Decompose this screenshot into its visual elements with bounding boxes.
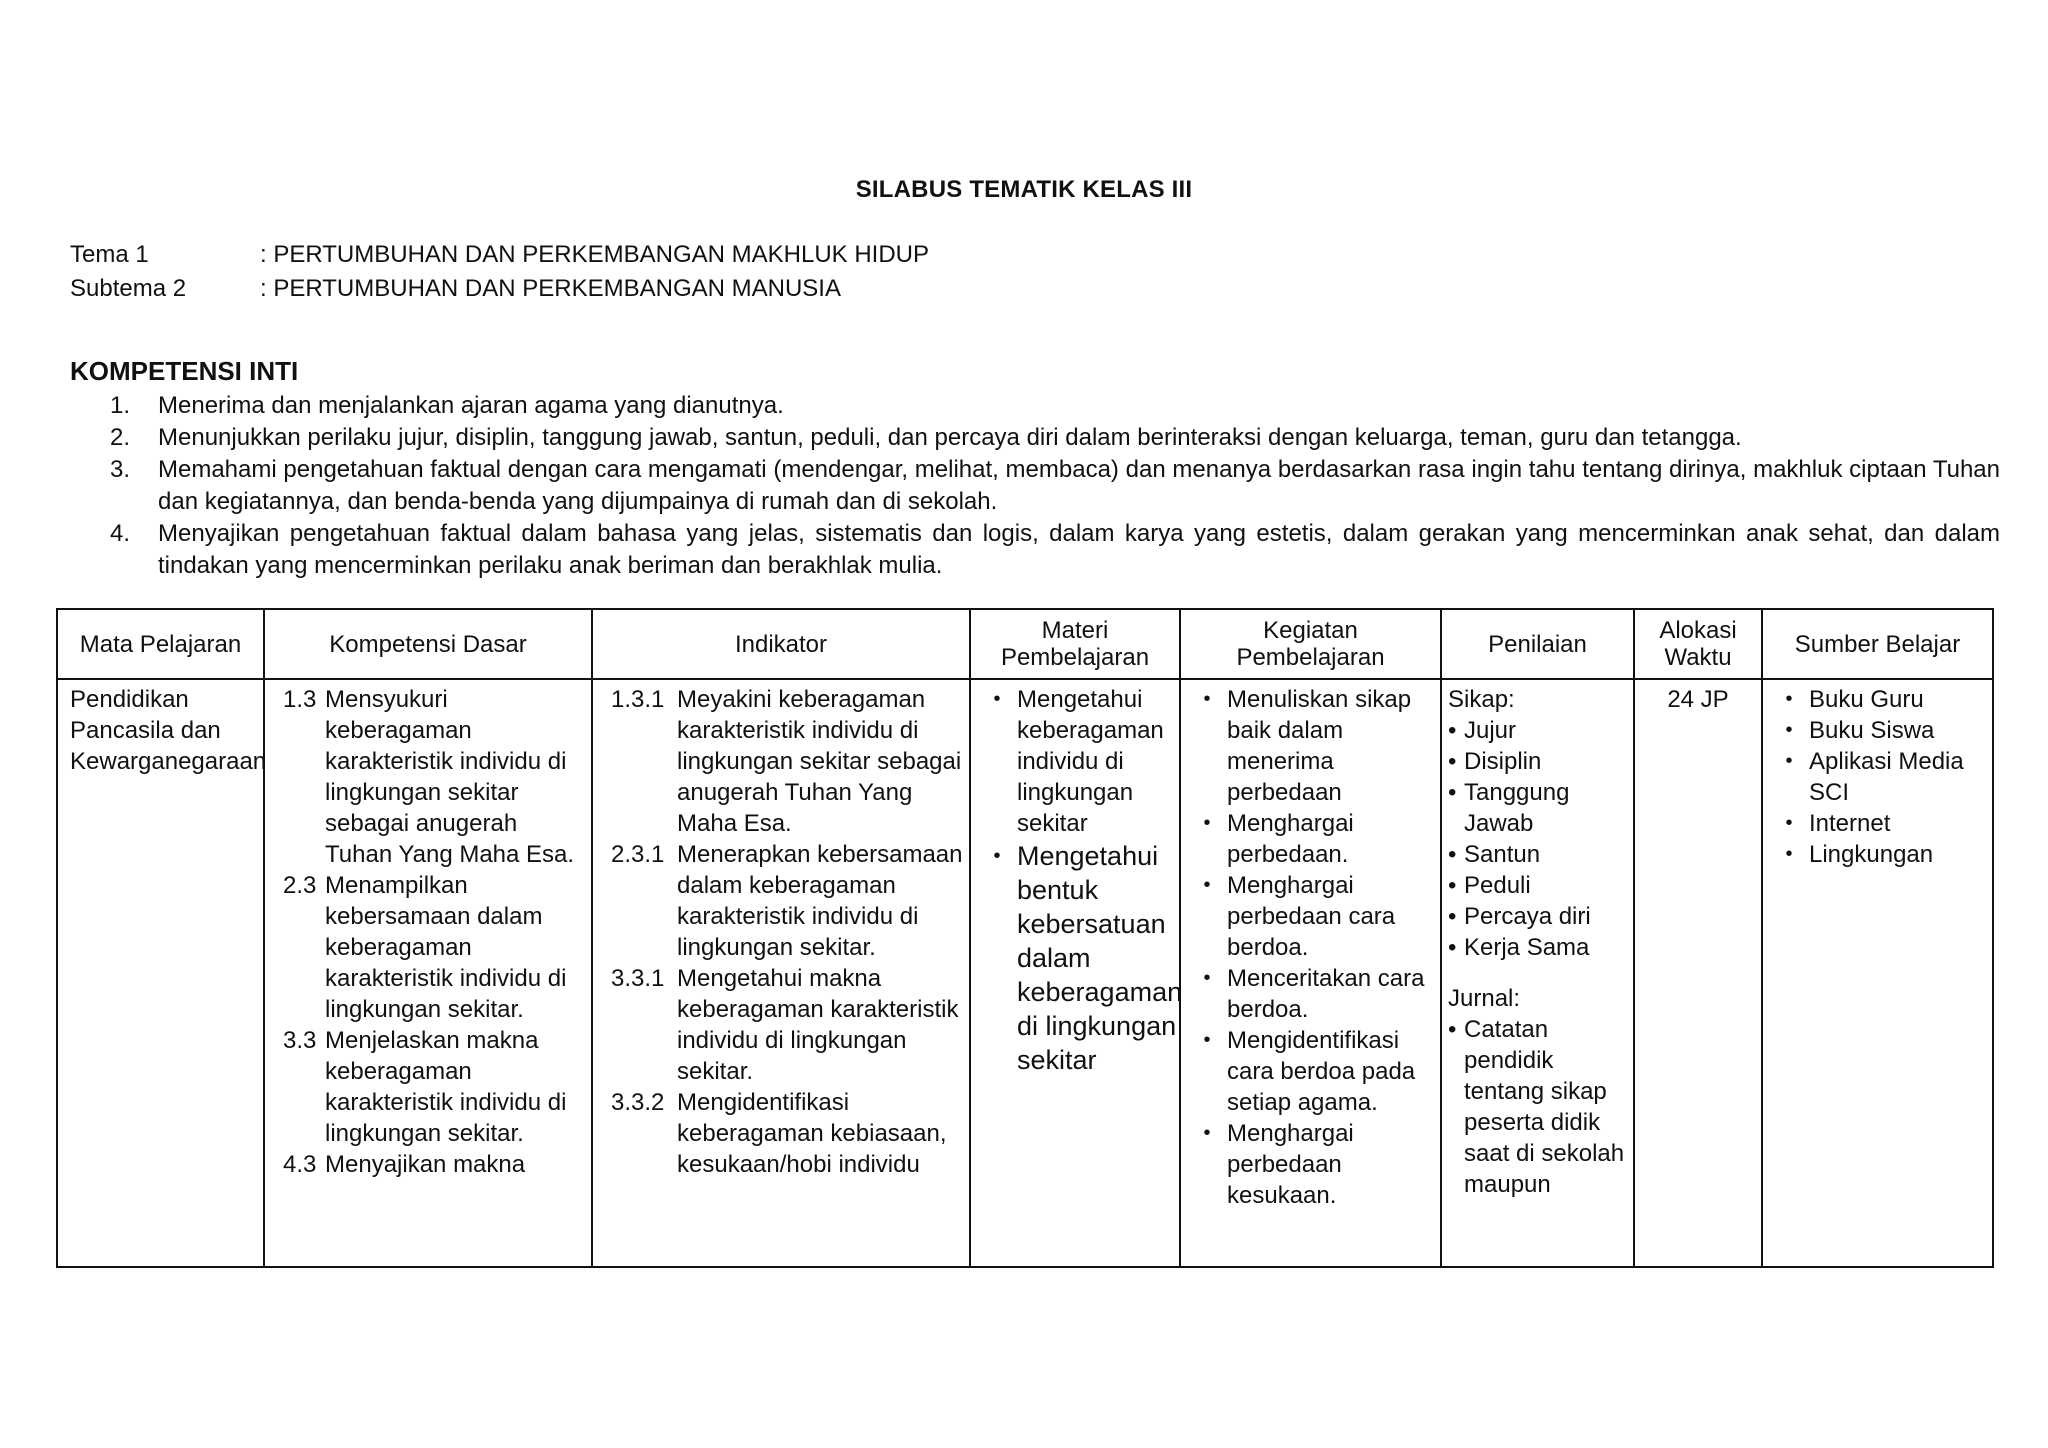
theme-value: : PERTUMBUHAN DAN PERKEMBANGAN MAKHLUK HIDUP [260,241,929,268]
bullet-icon: • [1448,1016,1457,1043]
syllabus-table [56,608,1994,1268]
bullet-icon: • [1785,812,1793,834]
bullet-icon: • [1448,903,1457,930]
table-header-row [57,609,1993,679]
list-item [1187,1025,1434,1118]
kd-item [271,1025,585,1149]
core-competence-item [110,390,2000,422]
core-competence-item [110,454,2000,518]
sumber-text: Buku Siswa [1809,717,1935,744]
item-text: Menerima dan menjalankan ajaran agama yang dianutnya. [158,392,784,419]
theme-label: Tema 1 [70,241,149,268]
jurnal-text: Catatan pendidik tentang sikap peserta didik saat di sekolah maupun [1464,1016,1625,1198]
item-number: 2. [110,424,131,451]
item-number: 3. [110,456,131,483]
kegiatan-text: Mengidentifikasi cara berdoa pada setiap agama. [1227,1027,1416,1116]
indicator-code: 3.3.2 [611,1089,665,1116]
bullet-icon: • [1785,719,1793,741]
bullet-icon: • [1203,812,1211,834]
list-item [1769,746,1986,808]
list-item [977,839,1183,1077]
table-row [57,679,1993,1267]
item-text: Menunjukkan perilaku jujur, disiplin, tanggung jawab, santun, peduli, dan percaya diri dalam berinteraksi dengan keluarga, teman, guru dan tetangga. [158,424,1742,451]
subtheme-value: : PERTUMBUHAN DAN PERKEMBANGAN MANUSIA [260,275,841,302]
item-text: Menyajikan pengetahuan faktual dalam bahasa yang jelas, sistematis dan logis, dalam karya yang estetis, dalam gerakan yang mencerminkan anak sehat, dan dalam tindakan yang mencerminkan perilaku anak beriman dan berakhlak mulia. [158,520,2000,579]
kegiatan-list [1187,684,1434,1211]
kd-item [271,684,585,870]
header-mata-pelajaran: Mata Pelajaran [57,609,264,679]
list-item [1769,808,1986,839]
header-indikator: Indikator [592,609,970,679]
bullet-icon: • [1203,1029,1211,1051]
materi-text: Mengetahui keberagaman individu di lingkungan sekitar [1017,686,1164,837]
cell-alokasi [1634,679,1762,1267]
materi-list [977,684,1183,1077]
kegiatan-text: Menghargai perbedaan kesukaan. [1227,1120,1354,1209]
list-item [1769,839,1986,870]
cell-kompetensi-dasar [264,679,592,1267]
subject-name: Pendidikan Pancasila dan Kewarganegaraan [70,686,267,775]
list-item [1448,901,1627,932]
indicator-item [599,963,963,1087]
item-number: 1. [110,392,131,419]
kd-item [271,1149,585,1180]
indicator-text: Mengetahui makna keberagaman karakteristik individu di lingkungan sekitar. [677,965,959,1085]
indicator-item [599,839,963,963]
bullet-icon: • [1203,688,1211,710]
bullet-icon: • [1203,1122,1211,1144]
bullet-icon: • [1203,874,1211,896]
cell-penilaian [1441,679,1634,1267]
list-item [1187,963,1434,1025]
indicator-code: 2.3.1 [611,841,665,868]
list-item [1769,684,1986,715]
kegiatan-text: Menceritakan cara berdoa. [1227,965,1425,1023]
sikap-text: Kerja Sama [1464,934,1590,961]
kd-code: 3.3 [283,1027,317,1054]
kd-code: 1.3 [283,686,317,713]
list-item [1187,684,1434,808]
indicator-item [599,1087,963,1180]
time-allocation: 24 JP [1667,686,1729,713]
item-number: 4. [110,520,131,547]
header-sumber: Sumber Belajar [1762,609,1993,679]
core-competence-item [110,518,2000,582]
sumber-list [1769,684,1986,870]
list-item [1448,1014,1627,1200]
sumber-text: Lingkungan [1809,841,1934,868]
indicator-item [599,684,963,839]
bullet-icon: • [1785,843,1793,865]
theme-info [70,238,929,306]
indicator-text: Mengidentifikasi keberagaman kebiasaan, kesukaan/hobi individu [677,1089,947,1178]
list-item [977,684,1173,839]
sikap-text: Santun [1464,841,1541,868]
sikap-text: Percaya diri [1464,903,1591,930]
list-item [1448,715,1627,746]
kd-text: Menyajikan makna [325,1151,526,1178]
sumber-text: Internet [1809,810,1891,837]
cell-materi [970,679,1183,1267]
bullet-icon: • [1785,688,1793,710]
materi-text: Mengetahui bentuk kebersatuan dalam keberagaman di lingkungan sekitar [1017,841,1183,1075]
indicator-text: Menerapkan kebersamaan dalam keberagaman karakteristik individu di lingkungan sekitar. [677,841,963,961]
sumber-text: Buku Guru [1809,686,1924,713]
bullet-icon: • [1448,717,1457,744]
list-item [1187,1118,1434,1211]
kd-code: 4.3 [283,1151,317,1178]
core-competence-heading: KOMPETENSI INTI [70,356,299,386]
sikap-text: Peduli [1464,872,1531,899]
spacer [1448,963,1627,983]
sikap-label: Sikap: [1448,686,1515,713]
list-item [1448,839,1627,870]
list-item [1187,870,1434,963]
item-text: Memahami pengetahuan faktual dengan cara mengamati (mendengar, melihat, membaca) dan menanya berdasarkan rasa ingin tahu tentang dirinya, makhluk ciptaan Tuhan dan kegiatannya, dan benda-benda yang dijumpainya di rumah dan di sekolah. [158,456,2000,515]
document-title: SILABUS TEMATIK KELAS III [855,176,1193,203]
bullet-icon: • [1203,967,1211,989]
subtheme-row [70,272,929,306]
kd-item [271,870,585,1025]
indicator-code: 1.3.1 [611,686,665,713]
header-alokasi: Alokasi Waktu [1634,609,1762,679]
kegiatan-text: Menghargai perbedaan. [1227,810,1354,868]
kd-text: Menampilkan kebersamaan dalam keberagaman karakteristik individu di lingkungan sekitar. [325,872,567,1023]
cell-mata-pelajaran [57,679,267,1267]
bullet-icon: • [1448,934,1457,961]
sikap-text: Jujur [1464,717,1517,744]
core-competence-item [110,422,2000,454]
core-competence-list [110,390,2000,582]
bullet-icon: • [993,688,1001,710]
bullet-icon: • [1448,748,1457,775]
indicator-text: Meyakini keberagaman karakteristik individu di lingkungan sekitar sebagai anugerah Tuhan Yang Maha Esa. [677,686,962,837]
list-item [1448,746,1627,777]
list-item [1448,932,1627,963]
bullet-icon: • [993,845,1001,867]
bullet-icon: • [1785,750,1793,772]
kd-text: Mensyukuri keberagaman karakteristik individu di lingkungan sekitar sebagai anugerah Tuhan Yang Maha Esa. [325,686,575,868]
list-item [1448,870,1627,901]
cell-sumber [1762,679,1993,1267]
jurnal-label: Jurnal: [1448,985,1521,1012]
kd-text: Menjelaskan makna keberagaman karakteristik individu di lingkungan sekitar. [325,1027,567,1147]
bullet-icon: • [1448,841,1457,868]
cell-indikator [592,679,970,1267]
bullet-icon: • [1448,779,1457,806]
list-item [1769,715,1986,746]
kegiatan-text: Menuliskan sikap baik dalam menerima perbedaan [1227,686,1412,806]
sikap-text: Tanggung Jawab [1464,779,1570,837]
cell-kegiatan [1180,679,1441,1267]
bullet-icon: • [1448,872,1457,899]
sumber-text: Aplikasi Media SCI [1809,748,1964,806]
header-penilaian: Penilaian [1441,609,1634,679]
kegiatan-text: Menghargai perbedaan cara berdoa. [1227,872,1396,961]
indicator-code: 3.3.1 [611,965,665,992]
list-item [1448,777,1627,839]
header-kegiatan: Kegiatan Pembelajaran [1180,609,1441,679]
header-materi: Materi Pembelajaran [970,609,1180,679]
kd-code: 2.3 [283,872,317,899]
sikap-text: Disiplin [1464,748,1542,775]
subtheme-label: Subtema 2 [70,275,187,302]
theme-row [70,238,929,272]
header-kompetensi-dasar: Kompetensi Dasar [264,609,592,679]
list-item [1187,808,1434,870]
